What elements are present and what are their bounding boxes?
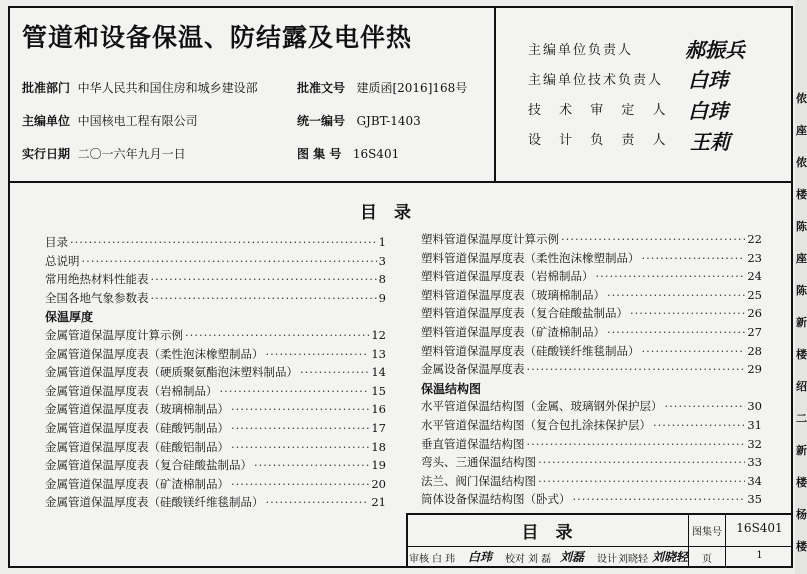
effective-date-label: 实行日期 (22, 147, 71, 161)
toc-entry[interactable] (421, 472, 762, 490)
toc-entry-title: 水平管道保温结构图（复合包扎涂抹保护层） (421, 418, 651, 432)
toc-leader-dots (538, 472, 745, 490)
toc-entry-page: 31 (747, 418, 762, 432)
toc-entry[interactable] (45, 400, 386, 418)
toc-entry[interactable] (45, 252, 386, 270)
toc-entry-page: 22 (747, 232, 762, 246)
toc-leader-dots (231, 438, 369, 456)
toc-leader-dots (607, 286, 745, 304)
toc-leader-dots (561, 230, 745, 248)
toc-entry-page: 35 (747, 492, 762, 507)
design-name: 刘晓轻 (618, 554, 648, 565)
approval-no-label: 批准文号 (297, 81, 346, 95)
atlas-no-label: 图 集 号 (297, 147, 342, 161)
toc-entry-page: 30 (747, 399, 762, 414)
toc-leader-dots (653, 416, 745, 434)
signature-design-lead: 王莉 (690, 130, 730, 154)
toc-leader-dots (630, 304, 745, 322)
check-label: 校对 (505, 554, 525, 565)
toc-entry-page: 26 (747, 306, 762, 321)
adjacent-page-glyph: 陈 (796, 220, 807, 233)
toc-entry-title: 金属设备保温厚度表 (421, 362, 525, 377)
design-signature: 刘晓轻 (652, 550, 689, 564)
toc-entry-page: 8 (378, 272, 386, 287)
header-divider (494, 6, 496, 182)
toc-entry-page: 28 (747, 343, 762, 358)
toc-entry[interactable] (45, 475, 386, 493)
tech-lead-label: 主编单位技术负责人 (528, 73, 664, 88)
unified-no-value: GJBT-1403 (356, 114, 421, 128)
toc-entry-title: 目录 (45, 235, 68, 249)
toc-entry[interactable] (421, 249, 762, 267)
toc-entry-title: 全国各地气象参数表 (45, 290, 149, 305)
toc-entry[interactable] (421, 360, 762, 378)
toc-entry-page: 15 (371, 383, 386, 398)
signature-tech-lead: 白玮 (688, 68, 728, 92)
toc-leader-dots (254, 456, 369, 474)
toc-entry-title: 塑料管道保温厚度表（玻璃棉制品） (421, 287, 605, 302)
title-block-top-rule (406, 513, 793, 515)
toc-entry-title: 水平管道保温结构图（金属、玻璃钢外保护层） (421, 399, 663, 414)
toc-leader-dots (527, 435, 746, 453)
toc-entry-title: 金属管道保温厚度计算示例 (45, 328, 183, 342)
title-block-mid-rule (406, 546, 793, 547)
toc-leader-dots (642, 342, 746, 360)
toc-entry-title: 金属管道保温厚度表（矿渣棉制品） (45, 476, 229, 491)
toc-entry-page: 13 (371, 346, 386, 361)
toc-leader-dots (231, 400, 369, 418)
toc-leader-dots (573, 490, 746, 508)
toc-entry-title: 总说明 (45, 253, 80, 268)
toc-entry-page: 32 (747, 436, 762, 451)
title-block-name: 目 录 (521, 523, 573, 543)
toc-entry[interactable] (45, 270, 386, 288)
adjacent-page-glyph: 绍 (796, 380, 807, 393)
toc-entry[interactable] (45, 419, 386, 437)
header-row-unified-no (297, 112, 421, 129)
editor-unit-label: 主编单位 (22, 114, 71, 128)
page-number: 1 (756, 550, 763, 561)
toc-entry[interactable] (45, 363, 386, 381)
toc-leader-dots (596, 267, 746, 285)
toc-leader-dots (231, 475, 369, 493)
toc-entry-title: 金属管道保温厚度表（硬质聚氨酯泡沫塑料制品） (45, 365, 298, 380)
approval-dept-label: 批准部门 (22, 81, 71, 95)
toc-entry-page: 20 (371, 476, 386, 491)
toc-entry-title: 塑料管道保温厚度表（柔性泡沫橡塑制品） (421, 250, 640, 265)
toc-entry-page: 29 (747, 362, 762, 377)
signature-chief-editor: 郝振兵 (685, 38, 745, 62)
adjacent-page-glyph: 二 (796, 412, 807, 425)
toc-entry[interactable] (421, 416, 762, 434)
design-lead-label: 设 计 负 责 人 (528, 133, 673, 148)
review-signature: 白玮 (468, 550, 493, 564)
review-name: 白 玮 (432, 554, 456, 565)
page-label: 页 (702, 554, 712, 565)
chief-editor-label: 主编单位负责人 (528, 43, 634, 58)
toc-leader-dots (70, 233, 377, 251)
toc-entry-page: 25 (747, 287, 762, 302)
title-block-atlas-no: 16S401 (736, 521, 783, 535)
toc-entry[interactable] (45, 289, 386, 307)
toc-entry[interactable] (45, 345, 386, 363)
check-name: 刘 磊 (528, 554, 552, 565)
adjacent-page-glyph: 侬 (796, 156, 807, 169)
toc-entry[interactable] (45, 438, 386, 456)
editor-unit-value: 中国核电工程有限公司 (77, 114, 198, 128)
toc-entry-title: 金属管道保温厚度表（柔性泡沫橡塑制品） (45, 346, 264, 361)
toc-entry-page: 23 (747, 250, 762, 265)
tech-reviewer-label: 技 术 审 定 人 (528, 103, 673, 118)
header-row-editor (22, 112, 198, 129)
toc-entry-page: 19 (371, 458, 386, 473)
header-row-approval (22, 79, 258, 96)
header-row-date (22, 145, 186, 162)
toc-entry[interactable] (421, 286, 762, 304)
toc-entry[interactable] (421, 453, 762, 471)
toc-entry-title: 金属管道保温厚度表（玻璃棉制品） (45, 402, 229, 417)
toc-entry[interactable] (45, 233, 386, 251)
toc-entry-title: 筒体设备保温结构图（卧式） (421, 492, 571, 507)
toc-entry-page: 34 (747, 473, 762, 488)
toc-section-heading: 保温结构图 (421, 381, 482, 396)
toc-entry[interactable] (421, 490, 762, 508)
atlas-no-value: 16S401 (352, 147, 400, 161)
toc-entry-page: 3 (378, 253, 386, 268)
toc-entry-title: 垂直管道保温结构图 (421, 436, 525, 451)
design-label: 设计 (597, 554, 617, 565)
toc-entry-page: 16 (371, 402, 386, 417)
toc-entry[interactable] (421, 342, 762, 360)
header-bottom-rule (8, 181, 793, 183)
toc-leader-dots (665, 397, 746, 415)
toc-entry-title: 金属管道保温厚度表（硅酸钙制品） (45, 421, 229, 435)
document-title: 管道和设备保温、防结露及电伴热 (22, 23, 413, 52)
toc-entry[interactable] (421, 304, 762, 322)
toc-leader-dots (151, 289, 377, 307)
toc-entry-title: 金属管道保温厚度表（复合硅酸盐制品） (45, 458, 252, 473)
effective-date-value: 二〇一六年九月一日 (77, 147, 186, 161)
adjacent-page-glyph: 楼 (796, 476, 807, 489)
review-label: 审核 (409, 554, 429, 565)
header-row-atlas (297, 145, 399, 162)
adjacent-page-glyph: 座 (796, 124, 807, 137)
toc-entry-title: 金属管道保温厚度表（硅酸镁纤维毯制品） (45, 495, 264, 510)
adjacent-page-glyph: 座 (796, 252, 807, 265)
toc-leader-dots (231, 419, 369, 437)
toc-entry-page: 27 (747, 325, 762, 339)
toc-entry-page: 33 (747, 455, 762, 470)
adjacent-page-strip (795, 0, 807, 574)
toc-entry-page: 9 (378, 290, 386, 305)
toc-entry-title: 弯头、三通保温结构图 (421, 455, 536, 470)
toc-leader-dots (642, 249, 746, 267)
toc-leader-dots (151, 270, 377, 288)
toc-entry-title: 塑料管道保温厚度表（硅酸镁纤维毯制品） (421, 343, 640, 358)
toc-entry-title: 金属管道保温厚度表（岩棉制品） (45, 383, 218, 398)
toc-entry[interactable] (45, 382, 386, 400)
check-signature: 刘磊 (560, 550, 585, 564)
toc-entry-page: 24 (747, 269, 762, 284)
toc-leader-dots (266, 345, 370, 363)
toc-entry[interactable] (421, 323, 762, 341)
toc-entry[interactable] (421, 435, 762, 453)
toc-leader-dots (538, 453, 745, 471)
toc-entry-page: 17 (371, 421, 386, 435)
toc-leader-dots (607, 323, 745, 341)
toc-entry-page: 14 (371, 365, 386, 380)
toc-leader-dots (82, 252, 377, 270)
toc-entry[interactable] (45, 493, 386, 511)
toc-entry-page: 18 (371, 439, 386, 454)
adjacent-page-glyph: 楼 (796, 188, 807, 201)
toc-entry-title: 塑料管道保温厚度计算示例 (421, 232, 559, 246)
adjacent-page-glyph: 陈 (796, 284, 807, 297)
toc-entry-title: 塑料管道保温厚度表（矿渣棉制品） (421, 325, 605, 339)
toc-entry-title: 塑料管道保温厚度表（复合硅酸盐制品） (421, 306, 628, 321)
adjacent-page-glyph: 新 (796, 316, 807, 329)
toc-entry-title: 塑料管道保温厚度表（岩棉制品） (421, 269, 594, 284)
toc-entry-page: 12 (371, 328, 386, 342)
adjacent-page-glyph: 杨 (796, 508, 807, 521)
toc-entry[interactable] (45, 456, 386, 474)
toc-entry[interactable] (45, 326, 386, 344)
toc-leader-dots (266, 493, 370, 511)
toc-entry-title: 法兰、阀门保温结构图 (421, 473, 536, 488)
adjacent-page-glyph: 新 (796, 444, 807, 457)
adjacent-page-glyph: 侬 (796, 92, 807, 105)
toc-entry-title: 常用绝热材料性能表 (45, 272, 149, 287)
toc-title: 目 录 (360, 203, 411, 223)
approval-no-value: 建质函[2016]168号 (356, 81, 468, 95)
adjacent-page-glyph: 楼 (796, 348, 807, 361)
toc-leader-dots (300, 363, 369, 381)
toc-leader-dots (185, 326, 369, 344)
toc-entry[interactable] (421, 397, 762, 415)
toc-entry-page: 1 (378, 235, 386, 249)
signature-tech-reviewer: 白玮 (688, 99, 728, 123)
unified-no-label: 统一编号 (297, 114, 346, 128)
title-block-atlas-label: 图集号 (692, 527, 722, 538)
toc-leader-dots (220, 382, 370, 400)
toc-section-heading: 保温厚度 (45, 310, 94, 325)
toc-entry[interactable] (421, 267, 762, 285)
toc-leader-dots (527, 360, 746, 378)
toc-entry-title: 金属管道保温厚度表（硅酸铝制品） (45, 439, 229, 454)
adjacent-page-glyph: 楼 (796, 540, 807, 553)
header-row-approval-no (297, 79, 467, 96)
toc-entry-page: 21 (371, 495, 386, 510)
toc-entry[interactable] (421, 230, 762, 248)
approval-dept-value: 中华人民共和国住房和城乡建设部 (77, 81, 258, 95)
